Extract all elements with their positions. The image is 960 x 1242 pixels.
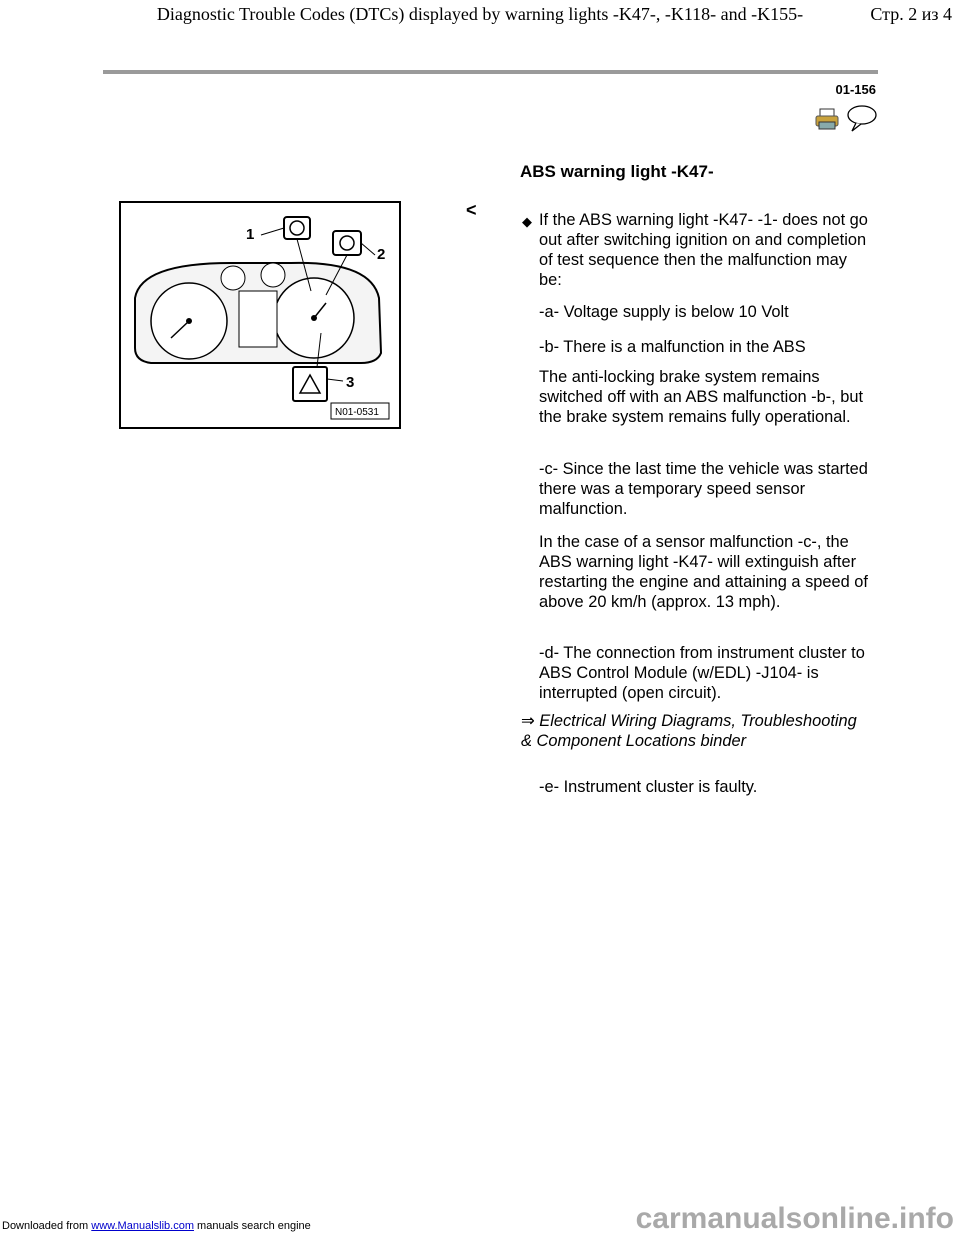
callout-3: 3 bbox=[346, 374, 355, 391]
reference-text: Electrical Wiring Diagrams, Troubleshooting & Component Locations binder bbox=[521, 712, 857, 750]
bullet-diamond-icon: ◆ bbox=[522, 214, 532, 229]
section-heading: ABS warning light -K47- bbox=[520, 162, 714, 181]
page-counter: Стр. 2 из 4 bbox=[870, 4, 952, 24]
page-number: 01-156 bbox=[835, 82, 876, 97]
header-rule bbox=[103, 70, 878, 74]
item-d: -d- The connection from instrument cluster to ABS Control Module (w/EDL) -J104- is interrupted (open circuit). bbox=[539, 644, 865, 702]
footer-suffix: manuals search engine bbox=[197, 1220, 311, 1232]
item-b-note: The anti-locking brake system remains switched off with an ABS malfunction -b-, but the brake system remains fully operational. bbox=[539, 368, 864, 426]
manualslib-link[interactable]: www.Manualslib.com bbox=[91, 1220, 194, 1232]
item-b: -b- There is a malfunction in the ABS bbox=[539, 338, 806, 356]
callout-1: 1 bbox=[246, 226, 255, 243]
item-e: -e- Instrument cluster is faulty. bbox=[539, 778, 758, 796]
figure-code: N01-0531 bbox=[335, 407, 379, 418]
instrument-cluster-illustration bbox=[121, 203, 399, 427]
instrument-cluster-figure bbox=[119, 201, 401, 429]
wiring-diagram-reference[interactable] bbox=[521, 711, 861, 751]
watermark: carmanualsonline.info bbox=[635, 1202, 954, 1235]
item-a: -a- Voltage supply is below 10 Volt bbox=[539, 303, 789, 321]
reference-arrow-icon: ⇒ bbox=[521, 712, 535, 730]
item-c-note: In the case of a sensor malfunction -c-, the ABS warning light -K47- will extinguish after restarting the engine and attaining a speed of above 20 km/h (approx. 13 mph). bbox=[539, 533, 868, 611]
printer-icon[interactable] bbox=[815, 108, 839, 130]
intro-text: If the ABS warning light -K47- -1- does not go out after switching ignition on and completion of test sequence then the malfunction may be: bbox=[539, 211, 868, 289]
callout-2: 2 bbox=[377, 246, 386, 263]
footer-prefix: Downloaded from bbox=[2, 1220, 89, 1232]
document-title: Diagnostic Trouble Codes (DTCs) displayed by warning lights -K47-, -K118- and -K155- bbox=[156, 4, 804, 24]
footer bbox=[2, 1220, 311, 1232]
figure-arrow-icon: < bbox=[466, 200, 477, 220]
item-c: -c- Since the last time the vehicle was started there was a temporary speed sensor malfunction. bbox=[539, 460, 868, 518]
comment-icon[interactable] bbox=[846, 104, 878, 132]
